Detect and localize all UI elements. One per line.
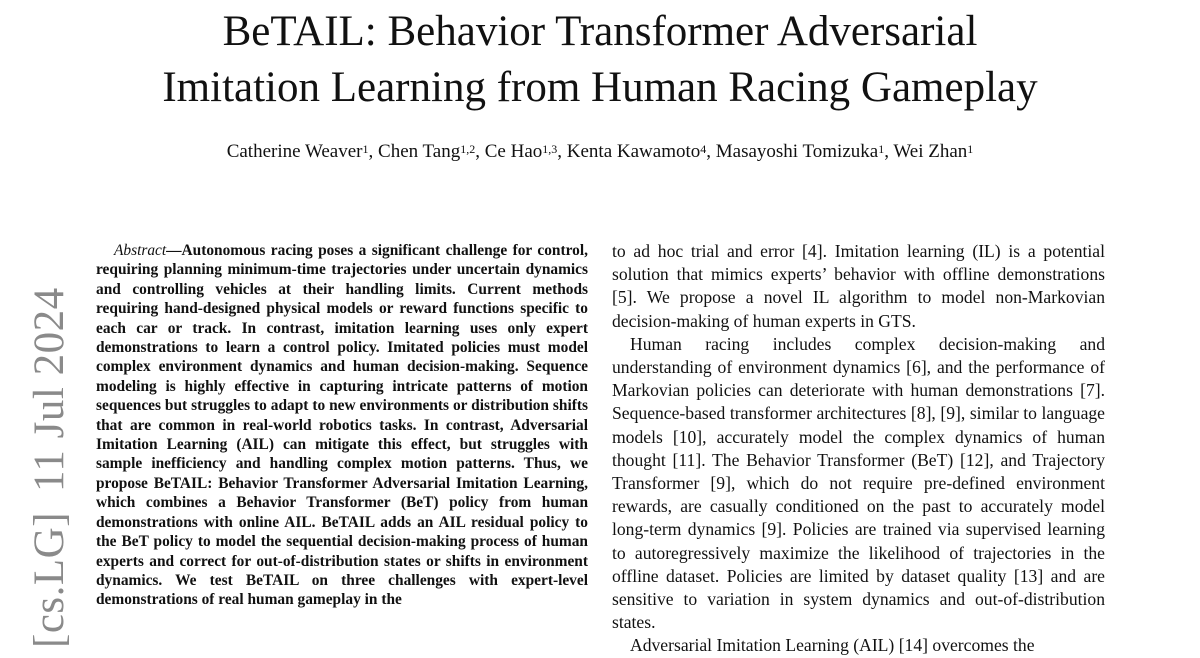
abstract-column [96, 241, 588, 610]
arxiv-date: 11 Jul 2024 [26, 287, 73, 492]
abstract-label: Abstract [114, 242, 167, 259]
author-name: Ce Hao [484, 141, 543, 162]
author-separator: , [368, 141, 379, 162]
author-separator: , [475, 141, 485, 162]
author [716, 141, 894, 162]
body-paragraph: to ad hoc trial and error [4]. Imitation learning (IL) is a potential solution that mimics experts’ behavior with offline demonstrations [5]. We propose a novel IL algorithm to model non-Markovian decision-making of human experts in GTS. [612, 241, 1105, 331]
author [485, 141, 567, 162]
body-paragraph: Adversarial Imitation Learning (AIL) [14] overcomes the [630, 635, 1035, 656]
author [893, 141, 973, 162]
author-separator: , [706, 141, 716, 162]
author-affiliation: 1 [967, 142, 974, 156]
body-paragraph: Human racing includes complex decision-making and understanding of environment dynamics [6], and the performance of Markovian policies can deteriorate with human demonstrations [7]. Sequence-based transformer architectures [8], [9], similar to language models [10], accurately model the complex dynamics of human thought [11]. The Behavior Transformer (BeT) [12], and Trajectory Transformer [9], which do not require pre-defined environment rewards, are casually conditioned on the past to accurately model long-term dynamics [9]. Policies are trained via supervised learning to autoregressively maximize the likelihood of trajectories in the offline dataset. Policies are limited by dataset quality [13] and are sensitive to variation in system dynamics and out-of-distribution states. [612, 333, 1105, 633]
author [378, 141, 485, 162]
author-affiliation: 1 [878, 142, 885, 156]
author-affiliation: 1,3 [542, 142, 558, 156]
author-name: Wei Zhan [893, 141, 968, 162]
author [567, 141, 716, 162]
author-name: Chen Tang [378, 141, 461, 162]
abstract-dash: — [166, 242, 182, 259]
author-separator: , [557, 141, 567, 162]
author-separator: , [884, 141, 894, 162]
author [227, 141, 378, 162]
arxiv-watermark [28, 267, 72, 648]
author-affiliation: 1,2 [460, 142, 476, 156]
introduction-column [612, 240, 1105, 658]
abstract-text: Autonomous racing poses a significant challenge for control, requiring planning minimum-time trajectories under uncertain dynamics and controlling vehicles at their handling limits. Current methods requiring hand-designed physical models or reward functions specific to each car or track. In contrast, imitation learning uses only expert demonstrations to learn a control policy. Imitated policies must model complex environment dynamics and human decision-making. Sequence modeling is highly effective in capturing intricate patterns of motion sequences but struggles to adapt to new environments or distribution shifts that are common in real-world robotics tasks. In contrast, Adversarial Imitation Learning (AIL) can mitigate this effect, but struggles with sample inefficiency and handling complex motion patterns. Thus, we propose BeTAIL: Behavior Transformer Adversarial Imitation Learning, which combines a Behavior Transformer (BeT) policy from human demonstrations with online AIL. BeTAIL adds an AIL residual policy to the BeT policy to model the sequential decision-making process of human experts and correct for out-of-distribution states or shifts in environment dynamics. We test BeTAIL on three challenges with expert-level demonstrations of real human gameplay in the [96, 242, 588, 609]
author-list [0, 140, 1200, 164]
paper-title [0, 4, 1200, 116]
author-affiliation: 1 [362, 142, 369, 156]
author-name: Kenta Kawamoto [566, 141, 701, 162]
author-name: Masayoshi Tomizuka [715, 141, 879, 162]
title-line-1: BeTAIL: Behavior Transformer Adversarial [222, 8, 978, 55]
abstract-paragraph [96, 241, 588, 610]
arxiv-category: [cs.LG] [26, 511, 73, 648]
title-line-2: Imitation Learning from Human Racing Gameplay [162, 64, 1038, 111]
author-name: Catherine Weaver [226, 141, 363, 162]
author-affiliation: 4 [700, 142, 707, 156]
